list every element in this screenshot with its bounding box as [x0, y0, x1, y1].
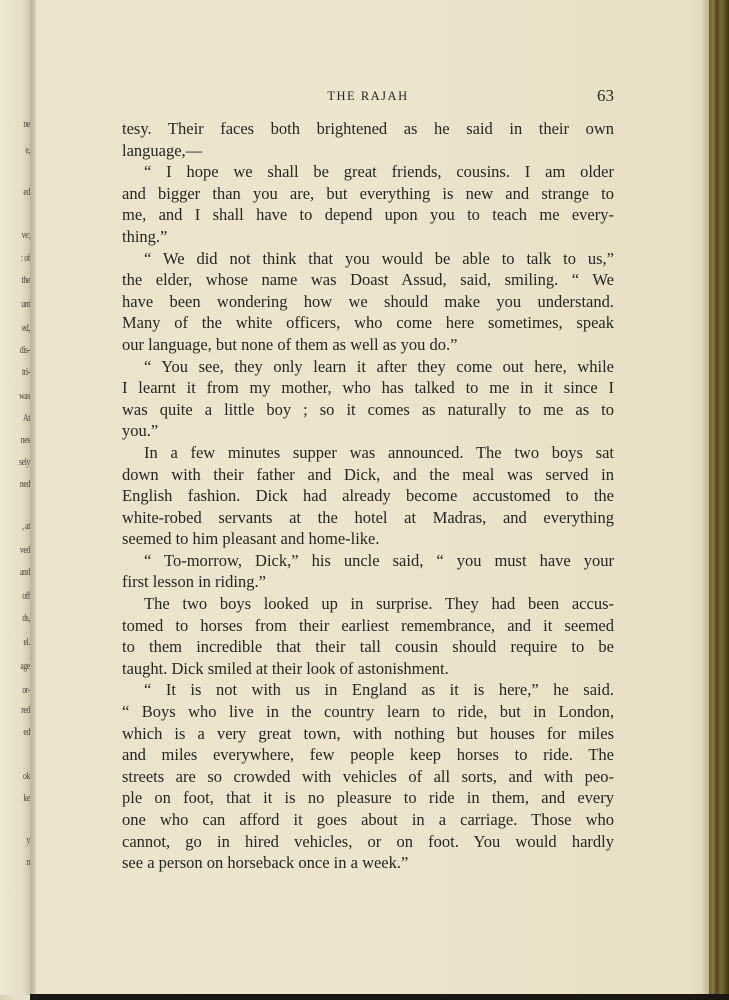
facing-page-fragment: nes	[20, 434, 30, 446]
text-line: “ To-morrow, Dick,” his uncle said, “ you must have your	[144, 550, 614, 570]
text-line: English fashion. Dick had already become accustomed to the	[122, 486, 614, 506]
text-line: thing.”	[122, 226, 168, 246]
facing-page-fragment: At	[23, 412, 30, 424]
page-number: 63	[597, 86, 614, 105]
facing-page-fragment: was	[19, 390, 30, 402]
text-line: to them incredible that their tall cousin should require to be	[122, 637, 614, 657]
page-header	[122, 86, 614, 110]
facing-page-fragment: ve;	[21, 229, 30, 241]
text-line: which is a very great town, with nothing but houses for miles	[122, 723, 614, 743]
text-line: “ It is not with us in England as it is here,” he said.	[144, 680, 614, 700]
facing-page-fragment: ed,	[21, 322, 30, 334]
facing-page-fragment: ok	[23, 770, 30, 782]
text-line: seemed to him pleasant and home-like.	[122, 529, 380, 549]
text-line: I learnt it from my mother, who has talked to me in it since I	[122, 378, 614, 398]
text-line: “ Boys who live in the country learn to ride, but in London,	[122, 702, 614, 722]
facing-page-fragment: , at	[21, 520, 30, 532]
text-line: our language, but none of them as well as you do.”	[122, 334, 458, 354]
text-line: was quite a little boy ; so it comes as naturally to me as to	[122, 399, 614, 419]
text-line: tomed to horses from their earliest remembrance, and it seemed	[122, 615, 614, 635]
text-line: Many of the white officers, who come here sometimes, speak	[122, 313, 614, 333]
text-line: The two boys looked up in surprise. They had been accus-	[144, 594, 614, 614]
facing-page-fragment: ed	[23, 186, 30, 198]
facing-page-fragment: el.	[23, 636, 30, 648]
text-line: streets are so crowded with vehicles of all sorts, and with peo-	[122, 766, 614, 786]
text-line: cannot, go in hired vehicles, or on foot. You would hardly	[122, 831, 614, 851]
text-line: “ You see, they only learn it after they come out here, while	[144, 356, 614, 376]
text-line: “ I hope we shall be great friends, cousins. I am older	[144, 162, 614, 182]
facing-page-fragment: age	[20, 660, 30, 672]
text-line: taught. Dick smiled at their look of astonishment.	[122, 658, 449, 678]
text-line: first lesson in riding.”	[122, 572, 266, 592]
facing-page-fragment: off	[22, 590, 30, 602]
text-line: and miles everywhere, few people keep horses to ride. The	[122, 745, 614, 765]
text-line: me, and I shall have to depend upon you to teach me every-	[122, 205, 614, 225]
book-gutter	[30, 0, 36, 995]
facing-page-fragment: and	[19, 566, 30, 578]
facing-page-fragment: the	[21, 274, 30, 286]
facing-page-fragment: y	[26, 834, 30, 846]
facing-page-fragment: n	[26, 856, 30, 868]
facing-page-fragment: ed	[23, 726, 30, 738]
text-line: “ We did not think that you would be able to talk to us,”	[144, 248, 614, 268]
facing-page-fragment: red	[21, 704, 30, 716]
text-line: white-robed servants at the hotel at Madras, and everything	[122, 507, 614, 527]
facing-page-fragment: unt	[21, 298, 30, 310]
text-line: one who can afford it goes about in a carriage. Those who	[122, 810, 614, 829]
text-line: language,—	[122, 140, 203, 160]
facing-page-fragment: dis-	[19, 344, 30, 356]
facing-page-edge	[0, 0, 30, 995]
facing-page-fragment: or-	[22, 684, 30, 696]
facing-page-fragment: ned	[19, 478, 30, 490]
text-line: down with their father and Dick, and the meal was served in	[122, 464, 614, 484]
body-text	[122, 118, 614, 874]
book-cover-edge	[709, 0, 729, 1000]
facing-page-fragment: e,	[25, 144, 30, 156]
text-line: see a person on horseback once in a week.”	[122, 853, 409, 873]
text-line: ple on foot, that it is no pleasure to ride in them, and every	[122, 788, 614, 808]
running-head: THE RAJAH	[327, 89, 409, 103]
text-line: In a few minutes supper was announced. The two boys sat	[144, 442, 614, 462]
text-line: tesy. Their faces both brightened as he said in their own	[122, 119, 614, 138]
facing-page-fragment: : of	[20, 252, 30, 264]
facing-page-fragment: tri-	[21, 366, 30, 378]
facing-page-fragment: ke	[23, 792, 30, 804]
text-line: you.”	[122, 421, 159, 441]
facing-page-fragment: ved	[19, 544, 30, 556]
facing-page-fragment: ds,	[22, 612, 30, 624]
text-line: have been wondering how we should make you understand.	[122, 291, 614, 311]
facing-page-fragment: sely	[18, 456, 30, 468]
facing-page-fragment: ne	[23, 118, 30, 130]
text-line: the elder, whose name was Doast Assud, said, smiling. “ We	[122, 270, 614, 290]
text-line: and bigger than you are, but everything is new and strange to	[122, 183, 614, 203]
scan-border-bottom	[30, 994, 729, 1000]
